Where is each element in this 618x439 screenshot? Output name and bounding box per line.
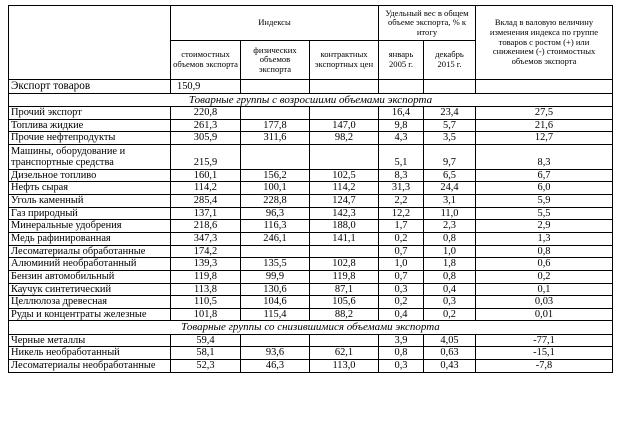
contribution-cell: 5,9 — [476, 195, 613, 208]
header-contract-prices: контрактных экспортных цен — [310, 41, 379, 80]
physical-index-cell: 96,3 — [241, 207, 310, 220]
physical-index-cell: 246,1 — [241, 232, 310, 245]
physical-index-cell: 311,6 — [241, 132, 310, 145]
contribution-cell: 0,2 — [476, 270, 613, 283]
share-dec-2015-cell: 11,0 — [424, 207, 476, 220]
contribution-cell: 0,01 — [476, 308, 613, 321]
section-row — [9, 93, 613, 106]
table-row — [9, 296, 613, 309]
share-dec-2015-cell: 1,0 — [424, 245, 476, 258]
cost-index-cell: 347,3 — [171, 232, 241, 245]
contract-price-cell: 88,2 — [310, 308, 379, 321]
contract-price-cell: 119,8 — [310, 270, 379, 283]
share-jan-2005-cell: 31,3 — [379, 182, 424, 195]
contribution-cell: 2,9 — [476, 220, 613, 233]
row-name: Руды и концентраты железные — [9, 308, 171, 321]
row-name: Машины, оборудование и транспортные средства — [9, 144, 171, 169]
row-name: Каучук синтетический — [9, 283, 171, 296]
cost-index-cell: 114,2 — [171, 182, 241, 195]
contract-price-cell — [310, 144, 379, 169]
share-dec-2015-cell: 0,2 — [424, 308, 476, 321]
share-jan-2005-cell: 1,7 — [379, 220, 424, 233]
contract-price-cell: 124,7 — [310, 195, 379, 208]
physical-index-cell: 104,6 — [241, 296, 310, 309]
contract-price-cell — [310, 334, 379, 347]
header-blank-cell — [9, 6, 171, 80]
table-row — [9, 258, 613, 271]
total-value: 150,9 — [171, 80, 241, 94]
row-name: Бензин автомобильный — [9, 270, 171, 283]
cost-index-cell: 110,5 — [171, 296, 241, 309]
row-name: Дизельное топливо — [9, 169, 171, 182]
contract-price-cell: 62,1 — [310, 347, 379, 360]
contribution-cell: -7,8 — [476, 360, 613, 373]
cost-index-cell: 215,9 — [171, 144, 241, 169]
header-indices: Индексы — [171, 6, 379, 41]
total-row — [9, 80, 613, 94]
contract-price-cell: 141,1 — [310, 232, 379, 245]
physical-index-cell: 177,8 — [241, 119, 310, 132]
share-dec-2015-cell: 0,3 — [424, 296, 476, 309]
physical-index-cell: 93,6 — [241, 347, 310, 360]
contract-price-cell: 105,6 — [310, 296, 379, 309]
contribution-cell: 6,0 — [476, 182, 613, 195]
table-row — [9, 207, 613, 220]
share-jan-2005-cell: 0,7 — [379, 245, 424, 258]
table-row — [9, 270, 613, 283]
share-jan-2005-cell: 16,4 — [379, 106, 424, 119]
row-name: Прочий экспорт — [9, 106, 171, 119]
physical-index-cell — [241, 144, 310, 169]
share-dec-2015-cell: 2,3 — [424, 220, 476, 233]
physical-index-cell: 100,1 — [241, 182, 310, 195]
total-empty-cell — [241, 80, 310, 94]
table-row — [9, 132, 613, 145]
cost-index-cell: 174,2 — [171, 245, 241, 258]
share-dec-2015-cell: 3,5 — [424, 132, 476, 145]
contract-price-cell: 87,1 — [310, 283, 379, 296]
contribution-cell: 0,8 — [476, 245, 613, 258]
share-dec-2015-cell: 1,8 — [424, 258, 476, 271]
table-row — [9, 195, 613, 208]
physical-index-cell: 99,9 — [241, 270, 310, 283]
row-name: Прочие нефтепродукты — [9, 132, 171, 145]
contract-price-cell: 102,5 — [310, 169, 379, 182]
contract-price-cell: 188,0 — [310, 220, 379, 233]
contract-price-cell: 102,8 — [310, 258, 379, 271]
cost-index-cell: 139,3 — [171, 258, 241, 271]
row-name: Медь рафинированная — [9, 232, 171, 245]
share-dec-2015-cell: 6,5 — [424, 169, 476, 182]
contribution-cell: -77,1 — [476, 334, 613, 347]
share-dec-2015-cell: 3,1 — [424, 195, 476, 208]
physical-index-cell: 130,6 — [241, 283, 310, 296]
total-empty-cell — [310, 80, 379, 94]
contract-price-cell: 147,0 — [310, 119, 379, 132]
physical-index-cell: 116,3 — [241, 220, 310, 233]
row-name: Уголь каменный — [9, 195, 171, 208]
row-name: Нефть сырая — [9, 182, 171, 195]
table-row — [9, 232, 613, 245]
contribution-cell: 0,6 — [476, 258, 613, 271]
export-index-table — [8, 5, 613, 373]
cost-index-cell: 261,3 — [171, 119, 241, 132]
contract-price-cell: 142,3 — [310, 207, 379, 220]
contribution-cell: 1,3 — [476, 232, 613, 245]
table-row — [9, 360, 613, 373]
share-jan-2005-cell: 2,2 — [379, 195, 424, 208]
share-dec-2015-cell: 0,8 — [424, 232, 476, 245]
contract-price-cell — [310, 106, 379, 119]
share-jan-2005-cell: 3,9 — [379, 334, 424, 347]
contribution-cell: 0,1 — [476, 283, 613, 296]
row-name: Лесоматериалы необработанные — [9, 360, 171, 373]
share-dec-2015-cell: 4,05 — [424, 334, 476, 347]
cost-index-cell: 52,3 — [171, 360, 241, 373]
share-dec-2015-cell: 9,7 — [424, 144, 476, 169]
share-jan-2005-cell: 1,0 — [379, 258, 424, 271]
cost-index-cell: 305,9 — [171, 132, 241, 145]
cost-index-cell: 160,1 — [171, 169, 241, 182]
row-name: Алюминий необработанный — [9, 258, 171, 271]
cost-index-cell: 137,1 — [171, 207, 241, 220]
header-share: Удельный вес в общем объеме экспорта, % к итогу — [379, 6, 476, 41]
share-jan-2005-cell: 0,7 — [379, 270, 424, 283]
header-cost-volume: стоимостных объемов экспорта — [171, 41, 241, 80]
share-jan-2005-cell: 0,4 — [379, 308, 424, 321]
share-jan-2005-cell: 12,2 — [379, 207, 424, 220]
row-name: Никель необработанный — [9, 347, 171, 360]
cost-index-cell: 58,1 — [171, 347, 241, 360]
physical-index-cell: 135,5 — [241, 258, 310, 271]
share-jan-2005-cell: 4,3 — [379, 132, 424, 145]
share-jan-2005-cell: 5,1 — [379, 144, 424, 169]
share-dec-2015-cell: 24,4 — [424, 182, 476, 195]
table-row — [9, 169, 613, 182]
header-january-2005: январь 2005 г. — [379, 41, 424, 80]
total-label: Экспорт товаров — [9, 80, 171, 94]
table-row — [9, 347, 613, 360]
physical-index-cell — [241, 106, 310, 119]
share-jan-2005-cell: 8,3 — [379, 169, 424, 182]
contract-price-cell — [310, 245, 379, 258]
header-physical-volume: физических объемов экспорта — [241, 41, 310, 80]
share-dec-2015-cell: 0,4 — [424, 283, 476, 296]
header-contribution: Вклад в валовую величину изменения индекса по группе товаров с ростом (+) или снижением (-) стоимостных объемов экспорта — [476, 6, 613, 80]
cost-index-cell: 220,8 — [171, 106, 241, 119]
section-title: Товарные группы с возросшими объемами экспорта — [9, 93, 613, 106]
share-jan-2005-cell: 0,8 — [379, 347, 424, 360]
contract-price-cell: 113,0 — [310, 360, 379, 373]
section-row — [9, 321, 613, 334]
table-row — [9, 220, 613, 233]
physical-index-cell: 156,2 — [241, 169, 310, 182]
share-jan-2005-cell: 9,8 — [379, 119, 424, 132]
contribution-cell: 12,7 — [476, 132, 613, 145]
table-body — [9, 80, 613, 373]
header-row-top — [9, 6, 613, 41]
table-row — [9, 182, 613, 195]
contribution-cell: 5,5 — [476, 207, 613, 220]
share-dec-2015-cell: 5,7 — [424, 119, 476, 132]
share-dec-2015-cell: 0,43 — [424, 360, 476, 373]
row-name: Целлюлоза древесная — [9, 296, 171, 309]
table-row — [9, 119, 613, 132]
row-name: Газ природный — [9, 207, 171, 220]
physical-index-cell: 115,4 — [241, 308, 310, 321]
total-empty-cell — [424, 80, 476, 94]
row-name: Топлива жидкие — [9, 119, 171, 132]
cost-index-cell: 59,4 — [171, 334, 241, 347]
cost-index-cell: 119,8 — [171, 270, 241, 283]
contribution-cell: 27,5 — [476, 106, 613, 119]
physical-index-cell — [241, 245, 310, 258]
contribution-cell: -15,1 — [476, 347, 613, 360]
physical-index-cell: 228,8 — [241, 195, 310, 208]
physical-index-cell — [241, 334, 310, 347]
contribution-cell: 0,03 — [476, 296, 613, 309]
row-name: Лесоматериалы обработанные — [9, 245, 171, 258]
table-row — [9, 308, 613, 321]
section-title: Товарные группы со снизившимися объемами экспорта — [9, 321, 613, 334]
cost-index-cell: 101,8 — [171, 308, 241, 321]
share-jan-2005-cell: 0,3 — [379, 283, 424, 296]
share-jan-2005-cell: 0,2 — [379, 232, 424, 245]
table-row — [9, 106, 613, 119]
share-dec-2015-cell: 0,8 — [424, 270, 476, 283]
contribution-cell: 8,3 — [476, 144, 613, 169]
contribution-cell: 21,6 — [476, 119, 613, 132]
contract-price-cell: 98,2 — [310, 132, 379, 145]
cost-index-cell: 113,8 — [171, 283, 241, 296]
share-dec-2015-cell: 23,4 — [424, 106, 476, 119]
row-name: Минеральные удобрения — [9, 220, 171, 233]
cost-index-cell: 285,4 — [171, 195, 241, 208]
total-empty-cell — [476, 80, 613, 94]
contribution-cell: 6,7 — [476, 169, 613, 182]
table-row — [9, 144, 613, 169]
table-row — [9, 245, 613, 258]
share-jan-2005-cell: 0,3 — [379, 360, 424, 373]
physical-index-cell: 46,3 — [241, 360, 310, 373]
table-row — [9, 283, 613, 296]
table-row — [9, 334, 613, 347]
header-december-2015: декабрь 2015 г. — [424, 41, 476, 80]
total-empty-cell — [379, 80, 424, 94]
cost-index-cell: 218,6 — [171, 220, 241, 233]
share-dec-2015-cell: 0,63 — [424, 347, 476, 360]
contract-price-cell: 114,2 — [310, 182, 379, 195]
share-jan-2005-cell: 0,2 — [379, 296, 424, 309]
row-name: Черные металлы — [9, 334, 171, 347]
